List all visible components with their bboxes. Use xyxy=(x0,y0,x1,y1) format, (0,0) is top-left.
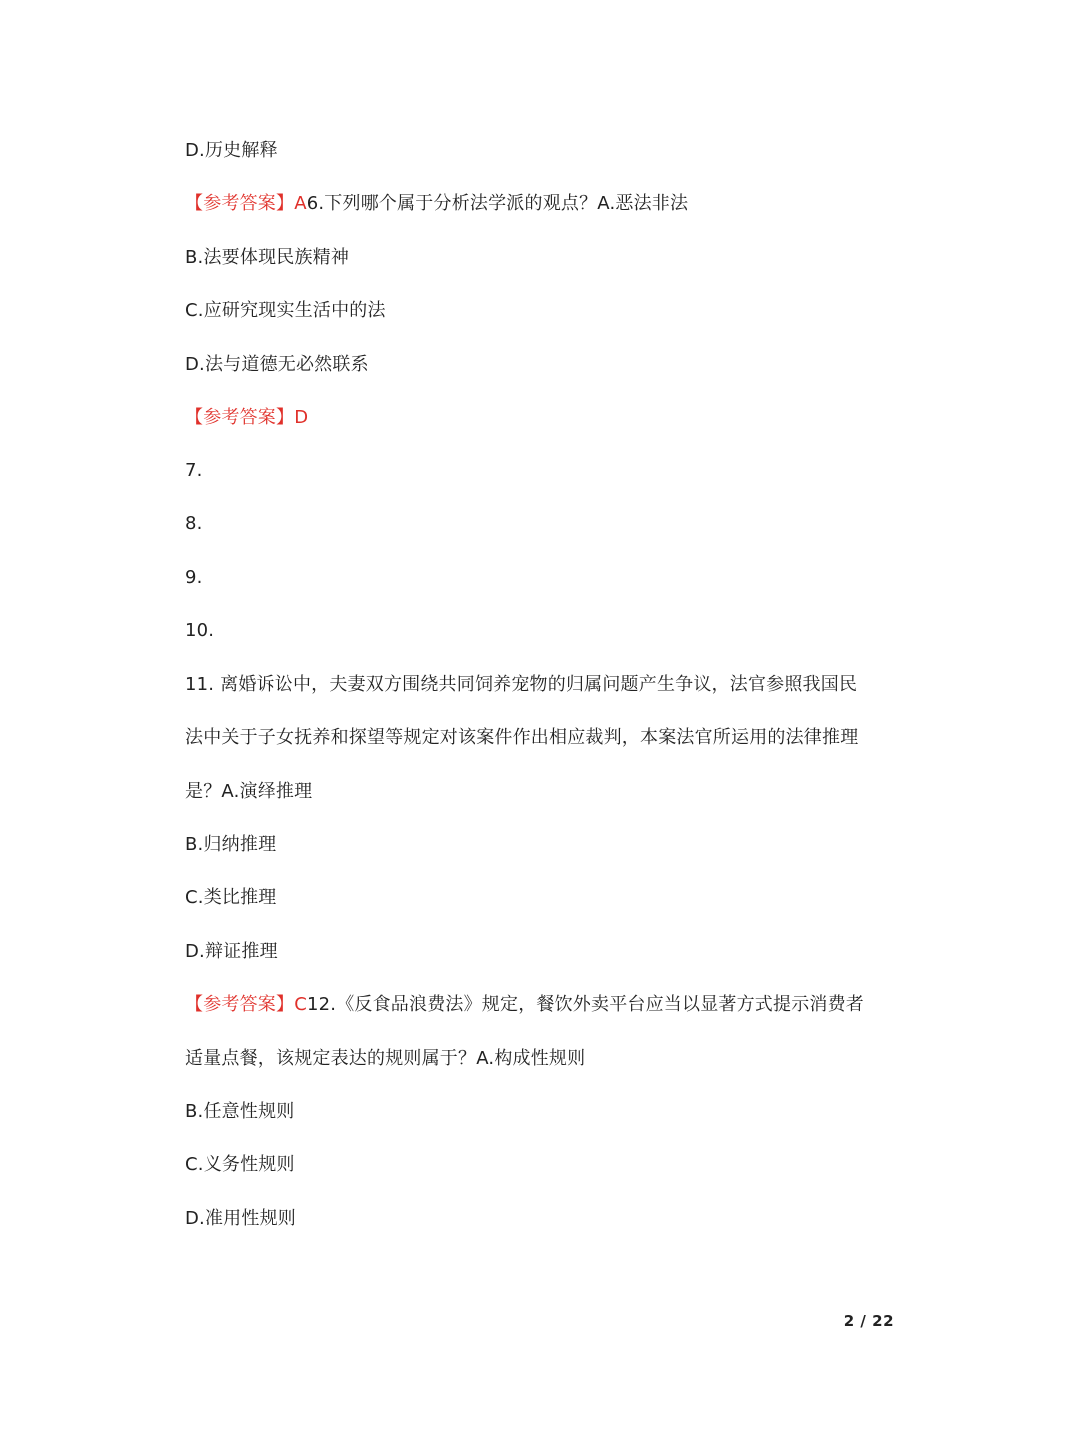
line-text: 8. xyxy=(185,513,203,534)
line-text: C.义务性规则 xyxy=(185,1154,295,1175)
answer-tag: 【参考答案】 xyxy=(185,407,295,428)
line-text: D.历史解释 xyxy=(185,140,278,161)
answer-value: D xyxy=(294,407,309,428)
option-b xyxy=(185,832,905,858)
question-12-line-2 xyxy=(185,1046,905,1072)
line-text: 10. xyxy=(185,620,215,641)
question-8 xyxy=(185,511,905,537)
answer-value: C xyxy=(294,994,307,1015)
option-c xyxy=(185,885,905,911)
line-text: C.应研究现实生活中的法 xyxy=(185,300,386,321)
question-11-line-1 xyxy=(185,672,905,698)
question-11-line-2 xyxy=(185,725,905,751)
line-text: D.法与道德无必然联系 xyxy=(185,354,369,375)
option-d xyxy=(185,1206,905,1232)
line-text: D.辩证推理 xyxy=(185,941,278,962)
question-11-line-3 xyxy=(185,779,905,805)
answer-and-question-6 xyxy=(185,191,905,217)
line-text: 法中关于子女抚养和探望等规定对该案件作出相应裁判，本案法官所运用的法律推理 xyxy=(185,727,859,748)
line-text: 11. 离婚诉讼中，夫妻双方围绕共同饲养宠物的归属问题产生争议，法官参照我国民 xyxy=(185,674,858,695)
answer-value: A xyxy=(294,193,307,214)
line-text: 7. xyxy=(185,460,203,481)
answer-tag: 【参考答案】 xyxy=(185,994,295,1015)
answer-line xyxy=(185,405,905,431)
line-text: B.归纳推理 xyxy=(185,834,277,855)
option-c xyxy=(185,1152,905,1178)
option-d xyxy=(185,352,905,378)
line-text: 适量点餐，该规定表达的规则属于？A.构成性规则 xyxy=(185,1048,586,1069)
line-text: 9. xyxy=(185,567,203,588)
question-text: 6.下列哪个属于分析法学派的观点？A.恶法非法 xyxy=(306,193,689,214)
option-c xyxy=(185,298,905,324)
line-text: B.任意性规则 xyxy=(185,1101,295,1122)
line-text: B.法要体现民族精神 xyxy=(185,247,350,268)
line-text: C.类比推理 xyxy=(185,887,277,908)
answer-and-question-12 xyxy=(185,992,905,1018)
option-d-history xyxy=(185,138,905,164)
question-text: 12.《反食品浪费法》规定，餐饮外卖平台应当以显著方式提示消费者 xyxy=(306,994,865,1015)
line-text: D.准用性规则 xyxy=(185,1208,296,1229)
question-9 xyxy=(185,565,905,591)
option-b xyxy=(185,1099,905,1125)
page-number: 2 / 22 xyxy=(843,1312,894,1330)
option-b xyxy=(185,245,905,271)
question-10 xyxy=(185,618,905,644)
question-7 xyxy=(185,458,905,484)
option-d xyxy=(185,939,905,965)
line-text: 是？A.演绎推理 xyxy=(185,781,313,802)
answer-tag: 【参考答案】 xyxy=(185,193,295,214)
